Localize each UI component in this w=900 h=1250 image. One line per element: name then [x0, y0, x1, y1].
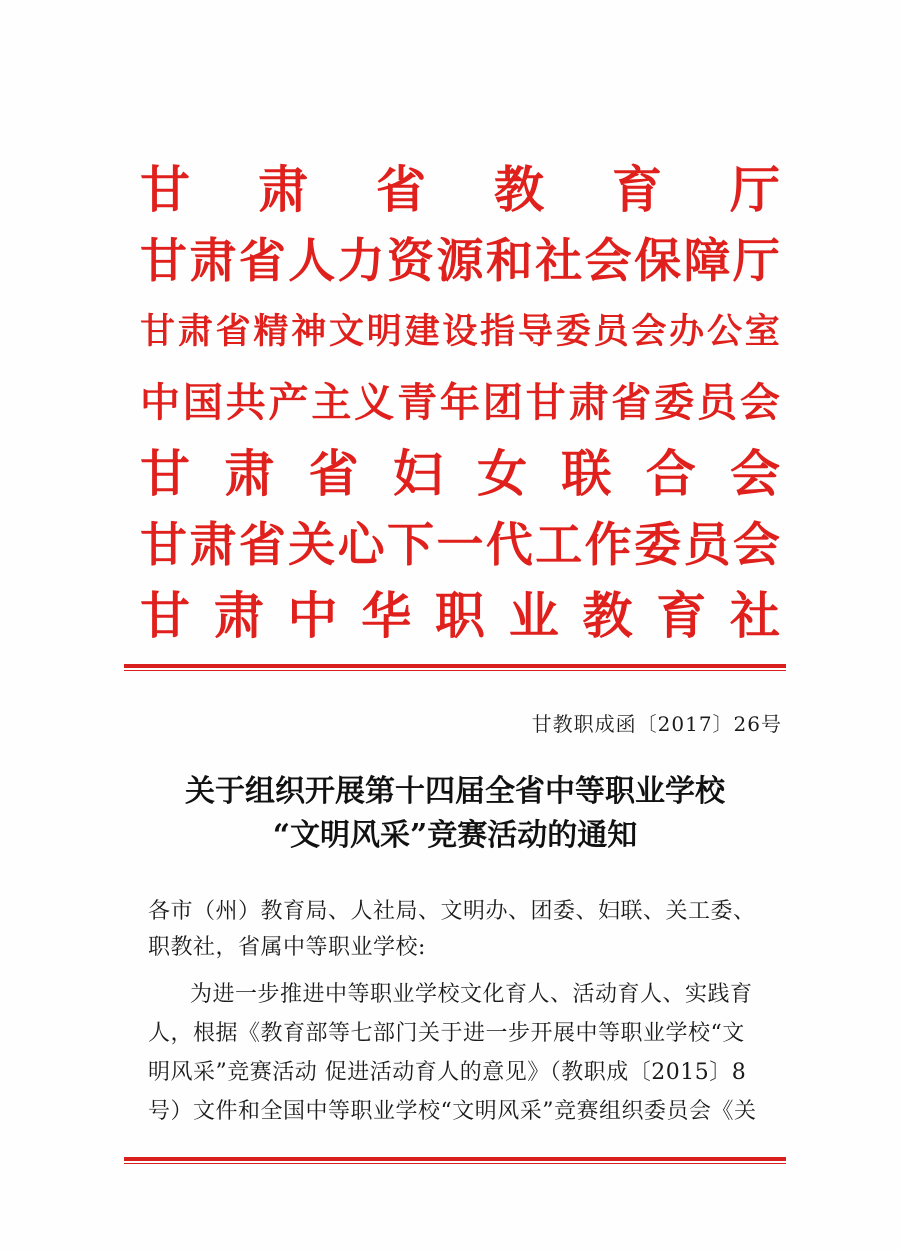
- body-text-line: 职教社，省属中等职业学校:: [148, 935, 426, 960]
- body-text-line: 各市（州）教育局、人社局、文明办、团委、妇联、关工委、: [148, 899, 756, 924]
- agency-name: 甘 肃 省 妇 女 联 合 会: [140, 445, 780, 503]
- agency-name: 甘 肃 省 精 神 文 明 建 设 指 导 委 员 会 办 公 室: [140, 312, 780, 352]
- body-text-line: 为进一步推进中等职业学校文化育人、活动育人、实践育: [190, 982, 753, 1007]
- document-title-line-2: “文明风采”竞赛活动的通知: [272, 818, 638, 853]
- header-divider: [124, 664, 786, 671]
- document-number: 甘教职成函〔2017〕26号: [531, 712, 782, 736]
- body-text-line: 人，根据《教育部等七部门关于进一步开展中等职业学校“文: [148, 1021, 745, 1046]
- agency-name: 甘 肃 中 华 职 业 教 育 社: [140, 587, 780, 645]
- agency-name: 甘 肃 省 人 力 资 源 和 社 会 保 障 厅: [140, 234, 780, 289]
- issuing-agencies: [140, 155, 780, 652]
- body-text-line: 号）文件和全国中等职业学校“文明风采”竞赛组织委员会《关: [148, 1099, 757, 1124]
- agency-name: 中 国 共 产 主 义 青 年 团 甘 肃 省 委 员 会: [140, 380, 780, 426]
- agency-name: 甘 肃 省 教 育 厅: [140, 161, 780, 219]
- body-text-line: 明风采”竞赛活动 促进活动育人的意见》（教职成〔2015〕8: [148, 1060, 747, 1085]
- agency-name: 甘 肃 省 关 心 下 一 代 工 作 委 员 会: [140, 518, 780, 573]
- footer-divider: [124, 1157, 786, 1164]
- document-title-line-1: 关于组织开展第十四届全省中等职业学校: [185, 774, 725, 809]
